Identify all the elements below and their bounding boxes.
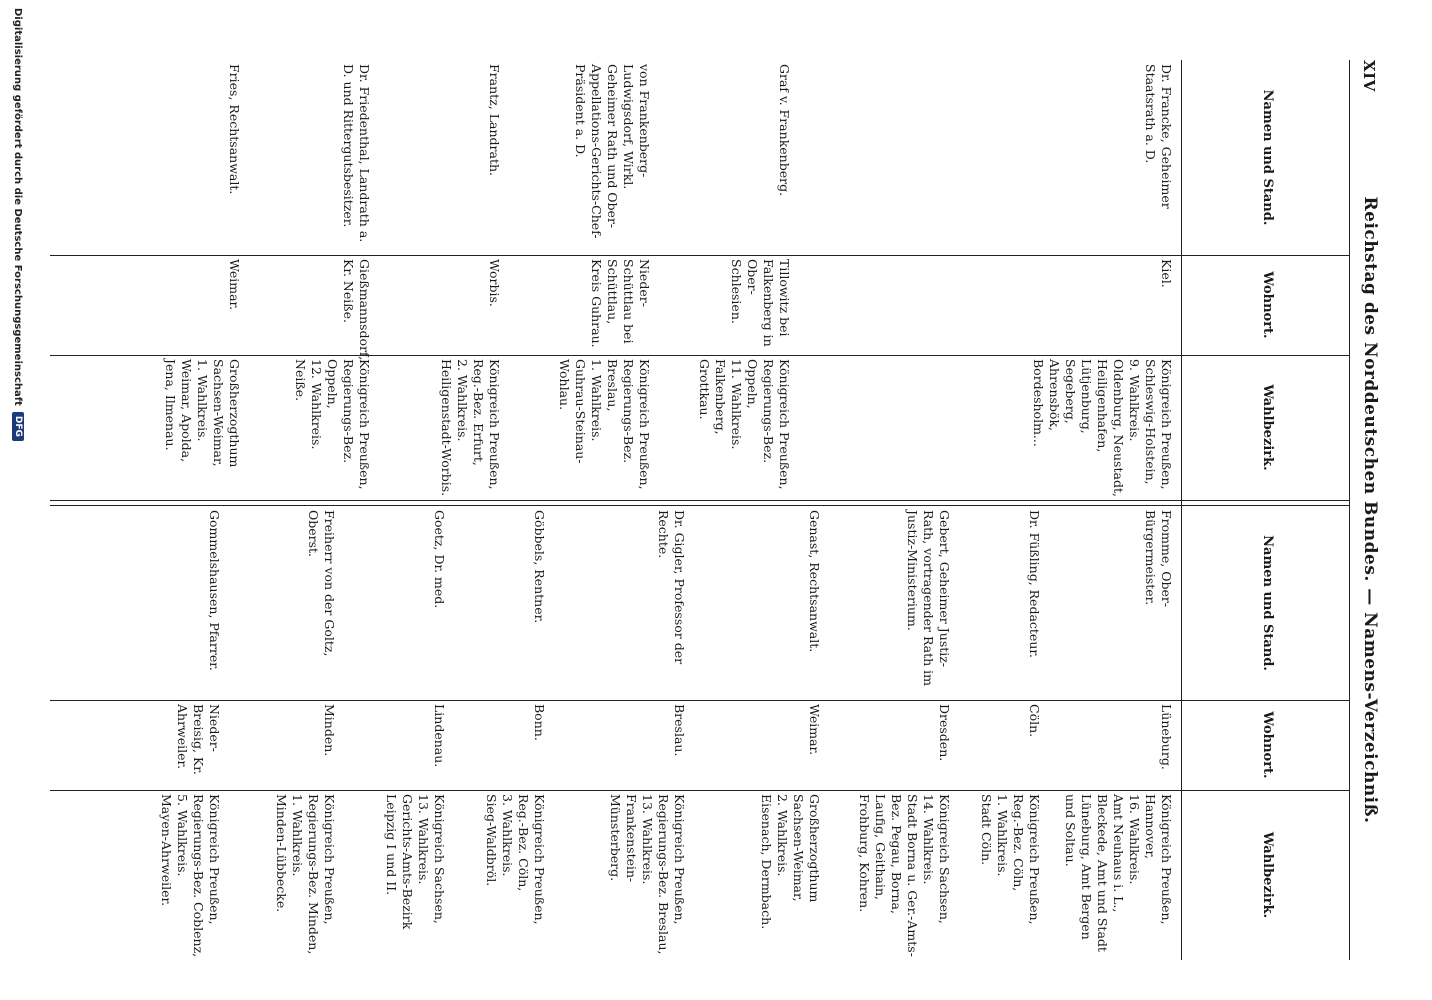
left-col-divider-2 [50,355,1350,356]
right-row-5-name: Göbbels, Rentner. [532,510,547,624]
right-row-7-name: Freiherr von der Goltz, Oberst. [306,510,337,657]
left-row-4-residence: Gießmannsdorf, Kr. Neiße. [341,259,372,361]
left-col-name-header: Namen und Stand. [1260,89,1276,226]
right-row-0-name: Fromme, Ober-Bürgermeister. [1143,510,1174,608]
right-row-1-name: Dr. Füßling, Redacteur. [1027,510,1042,658]
footer-text: Digitalisierung gefördert durch die Deutsche Forschungsgemeinschaft [12,8,24,406]
page-header [1352,60,1380,960]
right-col-district-header: Wahlbezirk. [1260,831,1276,919]
left-row-1-name: Graf v. Frankenberg. [777,64,792,197]
right-row-0-residence: Lüneburg. [1159,704,1174,770]
left-col-district-header: Wahlbezirk. [1260,384,1276,471]
right-row-0-district: Königreich Preußen, Hannover, 16. Wahlkreis. Amt Neuhaus i. L., Bleckede, Amt und Stadt Lüneburg, Amt Bergen und Soltau. [1063,794,1174,952]
left-col-residence-header: Wohnort. [1260,271,1276,339]
left-row-1-residence: Tillowitz bei Falkenberg in Ober-Schlesien. [729,259,792,347]
left-row-5-district: Großherzogthum Sachsen-Weimar, 1. Wahlkreis. Weimar, Apolda, Jena, Ilmenau. [163,359,242,468]
right-row-6-district: Königreich Sachsen, 13. Wahlkreis. Gerichts-Amts-Bezirk Leipzig I und II. [384,794,447,930]
page-title: Reichstag des Norddeutschen Bundes. — Namens-Verzeichniß. [1360,196,1380,824]
left-row-1-district: Königreich Preußen, Regierungs-Bez. Oppeln, 11. Wahlkreis. Falkenberg, Grottkau. [697,359,792,490]
left-row-2-residence: Nieder-Schüttlau bei Schüttlau, Kreis Guhrau. [589,259,652,348]
right-row-1-district: Königreich Preußen, Reg.-Bez. Cöln, 1. Wahlkreis. Stadt Cöln. [979,794,1042,925]
right-row-4-district: Königreich Preußen, Regierungs-Bez. Breslau, 13. Wahlkreis. Frankenstein-Münsterberg. [608,794,687,955]
left-row-0-district: Königreich Preußen, Schleswig-Holstein, 9. Wahlkreis. Oldenburg, Neustadt, Heiligenhafen, Lütjenburg, Segeberg, Ahrensbök, Bordesholm... [1031,359,1174,497]
right-row-7-district: Königreich Preußen, Regierungs-Bez. Minden, 1. Wahlkreis. Minden-Lübbecke. [274,794,337,955]
right-row-3-name: Genast, Rechtsanwalt. [807,510,822,653]
right-row-2-district: Königreich Sachsen, 14. Wahlkreis. Stadt Borna u. Ger.-Amts-Bez. Pegau, Borna, Laufig, Geithain, Frohburg, Kohren. [857,794,952,957]
left-col-divider-1 [50,255,1350,256]
left-row-5-residence: Weimar. [227,259,242,311]
right-row-4-name: Dr. Gigler, Professor der Rechte. [656,510,687,665]
right-col-residence-header: Wohnort. [1260,711,1276,779]
left-row-2-district: Königreich Preußen, Regierungs-Bez. Breslau, 1. Wahlkreis. Guhrau-Steinau-Wohlau. [557,359,652,490]
right-col-name-header: Namen und Stand. [1260,535,1276,671]
right-row-2-residence: Dresden. [937,704,952,762]
right-row-4-residence: Breslau. [672,704,687,757]
right-row-6-name: Goetz, Dr. med. [432,510,447,609]
left-row-5-name: Fries, Rechtsanwalt. [227,64,242,195]
center-divider-double [50,505,1350,506]
header-rule [1349,60,1350,960]
right-row-2-name: Gebert, Geheimer Justiz-Rath, vortragender Rath im Justiz-Ministerium. [905,510,952,687]
left-row-0-residence: Kiel. [1159,259,1174,288]
right-row-1-residence: Cöln. [1027,704,1042,738]
left-row-4-district: Königreich Preußen, Regierungs-Bez. Oppeln, 12. Wahlkreis. Neiße. [293,359,372,490]
right-row-3-district: Großherzogthum Sachsen-Weimar, 2. Wahlkreis. Eisenach, Dermbach. [759,794,822,930]
right-row-7-residence: Minden. [322,704,337,757]
right-row-8-residence: Nieder-Breisig, Kr. Ahrweiler. [175,704,222,775]
right-row-8-district: Königreich Preußen, Regierungs-Bez. Coblenz, 5. Wahlkreis. Mayen-Ahrweiler. [159,794,222,958]
right-row-5-residence: Bonn. [532,704,547,741]
left-row-4-name: Dr. Friedenthal, Landrath a. D. und Rittergutsbesitzer. [341,64,372,243]
left-row-3-district: Königreich Preußen, Reg.-Bez. Erfurt, 2. Wahlkreis. Heiligenstadt-Worbis. [439,359,502,497]
right-col-divider-1 [50,700,1350,701]
left-row-2-name: von Frankenberg-Ludwigsdorf, Wirkl. Geheimer Rath und Ober-Appellations-Gerichts-Chef-Präsident a. D. [573,64,652,239]
dfg-logo: DFG [12,412,24,441]
right-row-6-residence: Lindenau. [432,704,447,768]
center-divider [50,500,1350,501]
right-row-5-district: Königreich Preußen, Reg.-Bez. Cöln, 3. Wahlkreis. Sieg-Waldbröl. [484,794,547,925]
left-row-3-name: Frantz, Landrath. [487,64,502,176]
left-row-3-residence: Worbis. [487,259,502,307]
column-header-rule [1181,60,1182,960]
digitization-footer [6,0,30,1000]
right-row-3-residence: Weimar. [807,704,822,756]
right-col-divider-2 [50,790,1350,791]
left-row-0-name: Dr. Francke, Geheimer Staatsrath a. D. [1143,64,1174,209]
right-row-8-name: Gommelshausen, Pfarrer. [207,510,222,671]
page-number: XIV [1360,60,1378,92]
